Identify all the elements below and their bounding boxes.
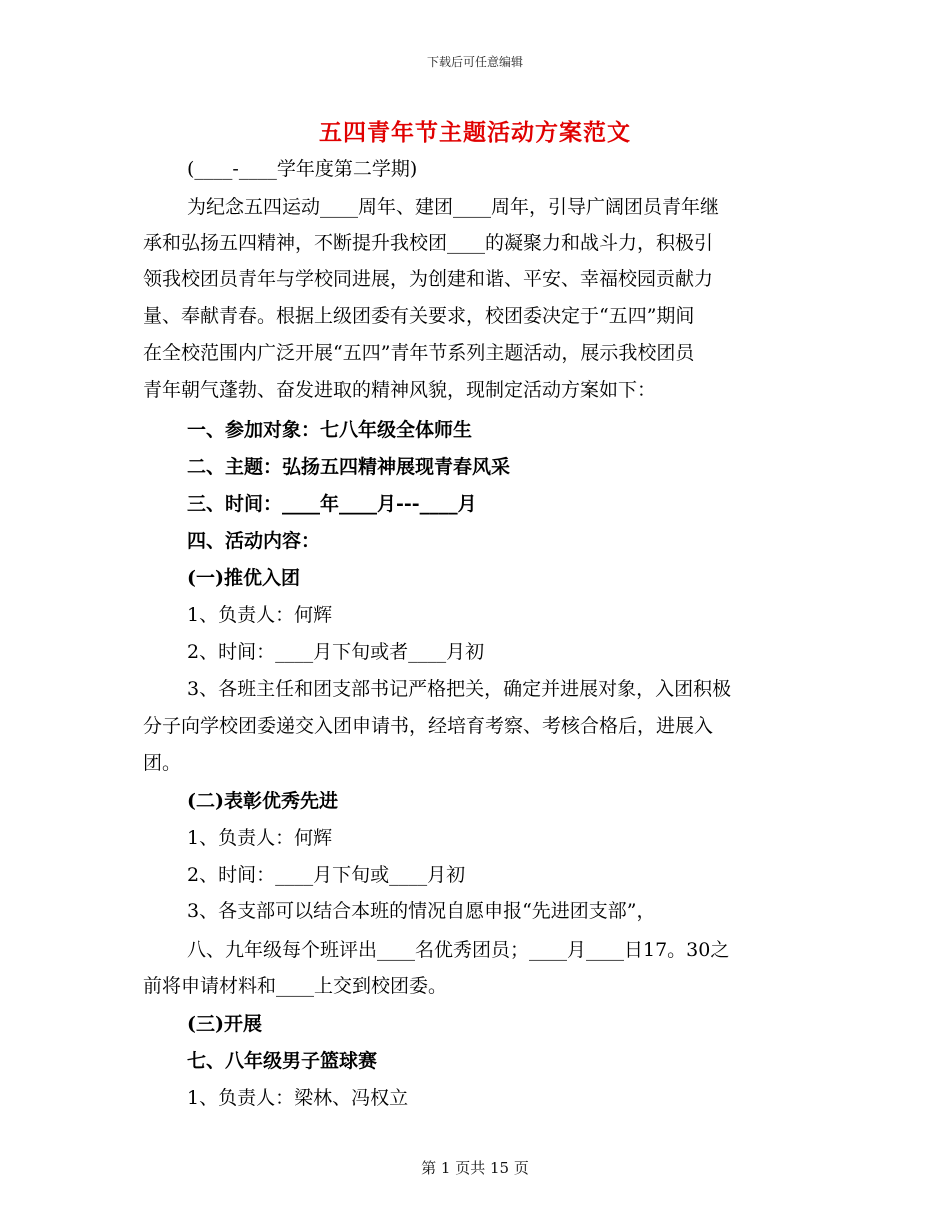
paragraph-line: 青年朝气蓬勃、奋发进取的精神风貌，现制定活动方案如下：: [143, 379, 657, 401]
header-note: 下载后可任意编辑: [426, 55, 523, 69]
paragraph-line: 1、负责人：梁林、冯权立: [187, 1087, 409, 1109]
paragraph-line: 为纪念五四运动____周年、建团____周年，引导广阔团员青年继: [187, 196, 720, 218]
subsection-heading: (二)表彰优秀先进: [187, 790, 338, 812]
section-heading: 七、八年级男子篮球赛: [187, 1050, 378, 1072]
subsection-heading: (一)推优入团: [187, 567, 300, 589]
section-heading: 四、活动内容：: [187, 530, 321, 552]
paragraph-line: 量、奉献青春。根据上级团委有关要求，校团委决定于“五四”期间: [143, 305, 695, 327]
paragraph-line: 2、时间：____月下旬或者____月初: [187, 641, 485, 663]
paragraph-line: 团。: [143, 752, 182, 774]
page-number-footer: 第 1 页共 15 页: [421, 1159, 529, 1177]
paragraph-line: 八、九年级每个班评出____名优秀团员；____月____日17。30之: [187, 939, 730, 961]
section-heading: 二、主题：弘扬五四精神展现青春风采: [187, 456, 511, 478]
paragraph-line: 1、负责人：何辉: [187, 604, 333, 626]
paragraph-line: 2、时间：____月下旬或____月初: [187, 864, 466, 886]
paragraph-line: 领我校团员青年与学校同进展，为创建和谐、平安、幸福校园贡献力: [143, 268, 714, 290]
paragraph-line: 3、各班主任和团支部书记严格把关，确定并进展对象，入团积极: [187, 678, 732, 700]
paragraph-line: 1、负责人：何辉: [187, 827, 333, 849]
section-heading: 三、时间：____年____月---____月: [187, 493, 477, 515]
document-title: 五四青年节主题活动方案范文: [319, 119, 631, 146]
paragraph-line: (____-____学年度第二学期): [187, 158, 418, 180]
paragraph-line: 前将申请材料和____上交到校团委。: [143, 975, 448, 997]
section-heading: 一、参加对象：七八年级全体师生: [187, 419, 473, 441]
subsection-heading: (三)开展: [187, 1013, 262, 1035]
paragraph-line: 在全校范围内广泛开展“五四”青年节系列主题活动，展示我校团员: [143, 342, 695, 364]
paragraph-line: 分子向学校团委递交入团申请书，经培育考察、考核合格后，进展入: [143, 715, 714, 737]
paragraph-line: 3、各支部可以结合本班的情况自愿申报“先进团支部”，: [187, 900, 656, 922]
paragraph-line: 承和弘扬五四精神，不断提升我校团____的凝聚力和战斗力，积极引: [143, 232, 714, 254]
